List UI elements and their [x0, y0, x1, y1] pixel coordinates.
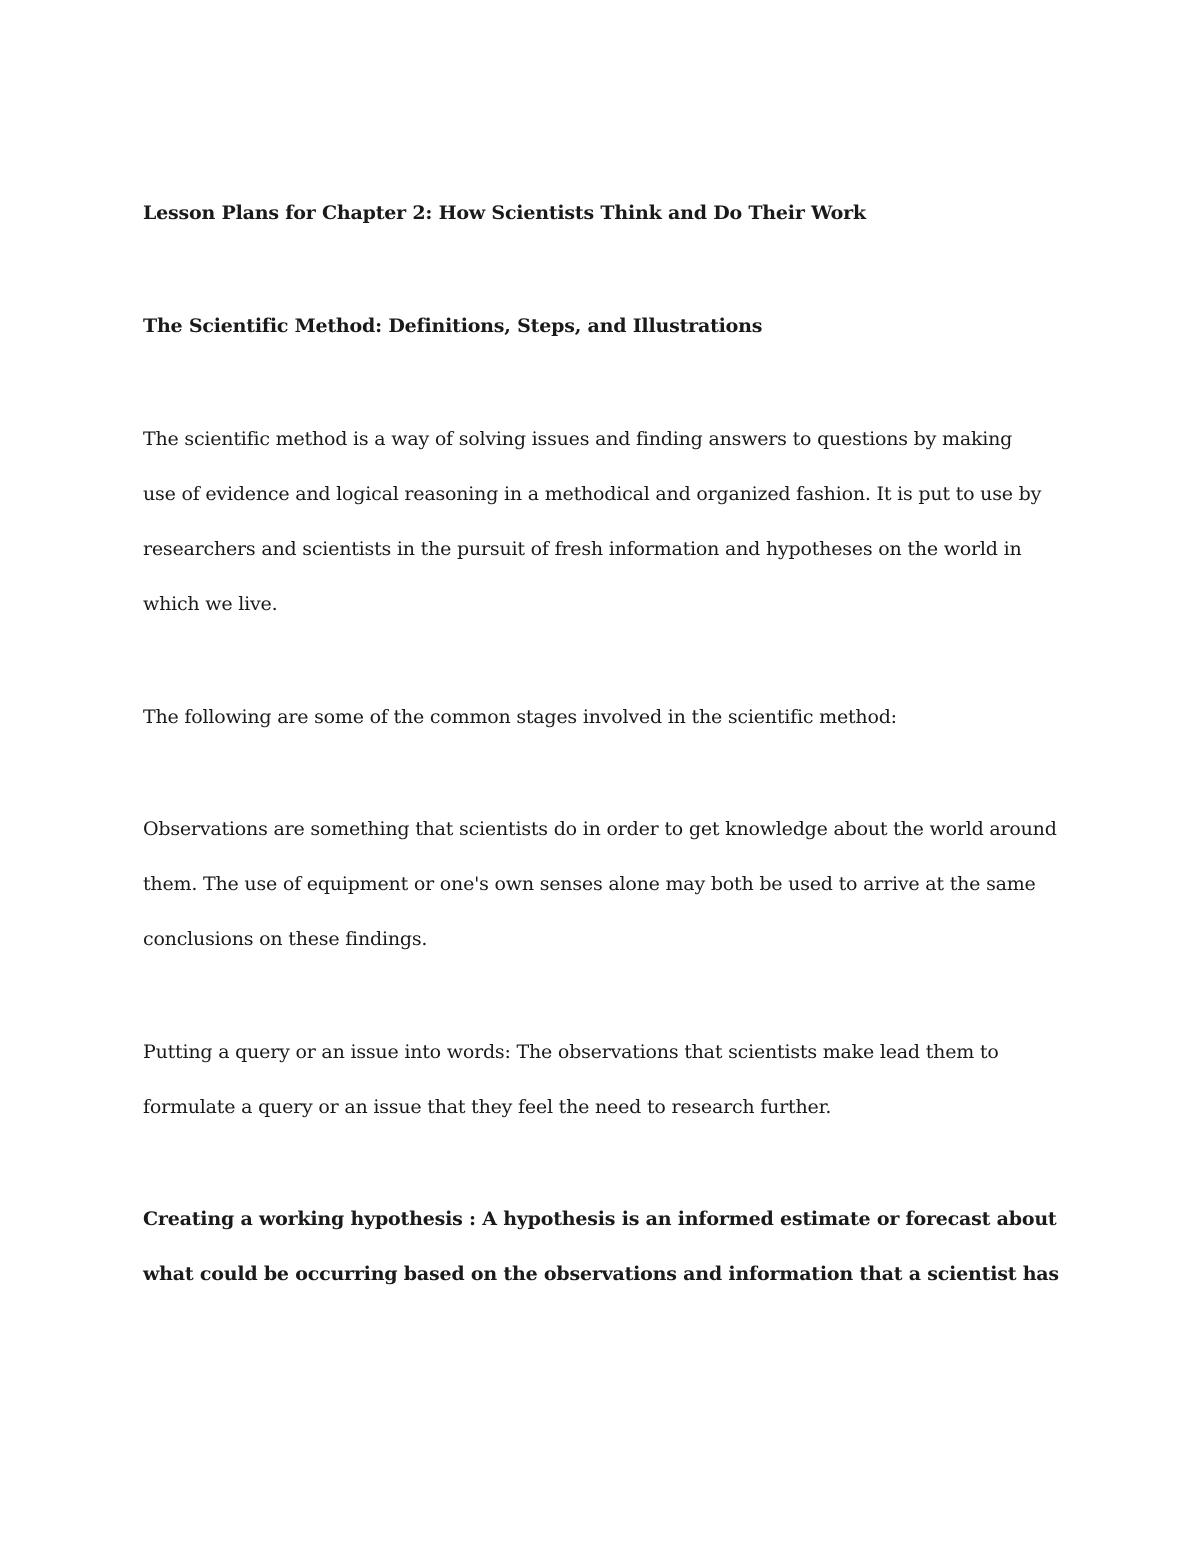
paragraph-line: The following are some of the common stages involved in the scientific method: — [143, 706, 897, 728]
paragraph-line: which we live. — [143, 593, 278, 615]
paragraph-line: Observations are something that scientists do in order to get knowledge about the world around — [143, 818, 1057, 840]
observations-paragraph — [143, 802, 1063, 967]
paragraph-line: conclusions on these findings. — [143, 928, 428, 950]
stages-intro-paragraph — [143, 690, 1063, 745]
hypothesis-paragraph — [143, 1192, 1063, 1302]
paragraph-line: Creating a working hypothesis : A hypothesis is an informed estimate or forecast about — [143, 1208, 1057, 1230]
paragraph-line: use of evidence and logical reasoning in a methodical and organized fashion. It is put to use by — [143, 483, 1042, 505]
paragraph-line: Putting a query or an issue into words: The observations that scientists make lead them to — [143, 1041, 999, 1063]
title-line: Lesson Plans for Chapter 2: How Scientists Think and Do Their Work — [143, 202, 866, 224]
document-title — [143, 186, 1063, 241]
paragraph-line: formulate a query or an issue that they feel the need to research further. — [143, 1096, 832, 1118]
query-paragraph — [143, 1025, 1063, 1135]
paragraph-line: them. The use of equipment or one's own senses alone may both be used to arrive at the same — [143, 873, 1036, 895]
paragraph-line: The scientific method is a way of solving issues and finding answers to questions by making — [143, 428, 1013, 450]
section-heading-line: The Scientific Method: Definitions, Steps, and Illustrations — [143, 315, 763, 337]
section-heading — [143, 299, 1063, 354]
paragraph-line: researchers and scientists in the pursuit of fresh information and hypotheses on the world in — [143, 538, 1022, 560]
intro-paragraph — [143, 412, 1063, 632]
paragraph-line: what could be occurring based on the observations and information that a scientist has — [143, 1263, 1059, 1285]
